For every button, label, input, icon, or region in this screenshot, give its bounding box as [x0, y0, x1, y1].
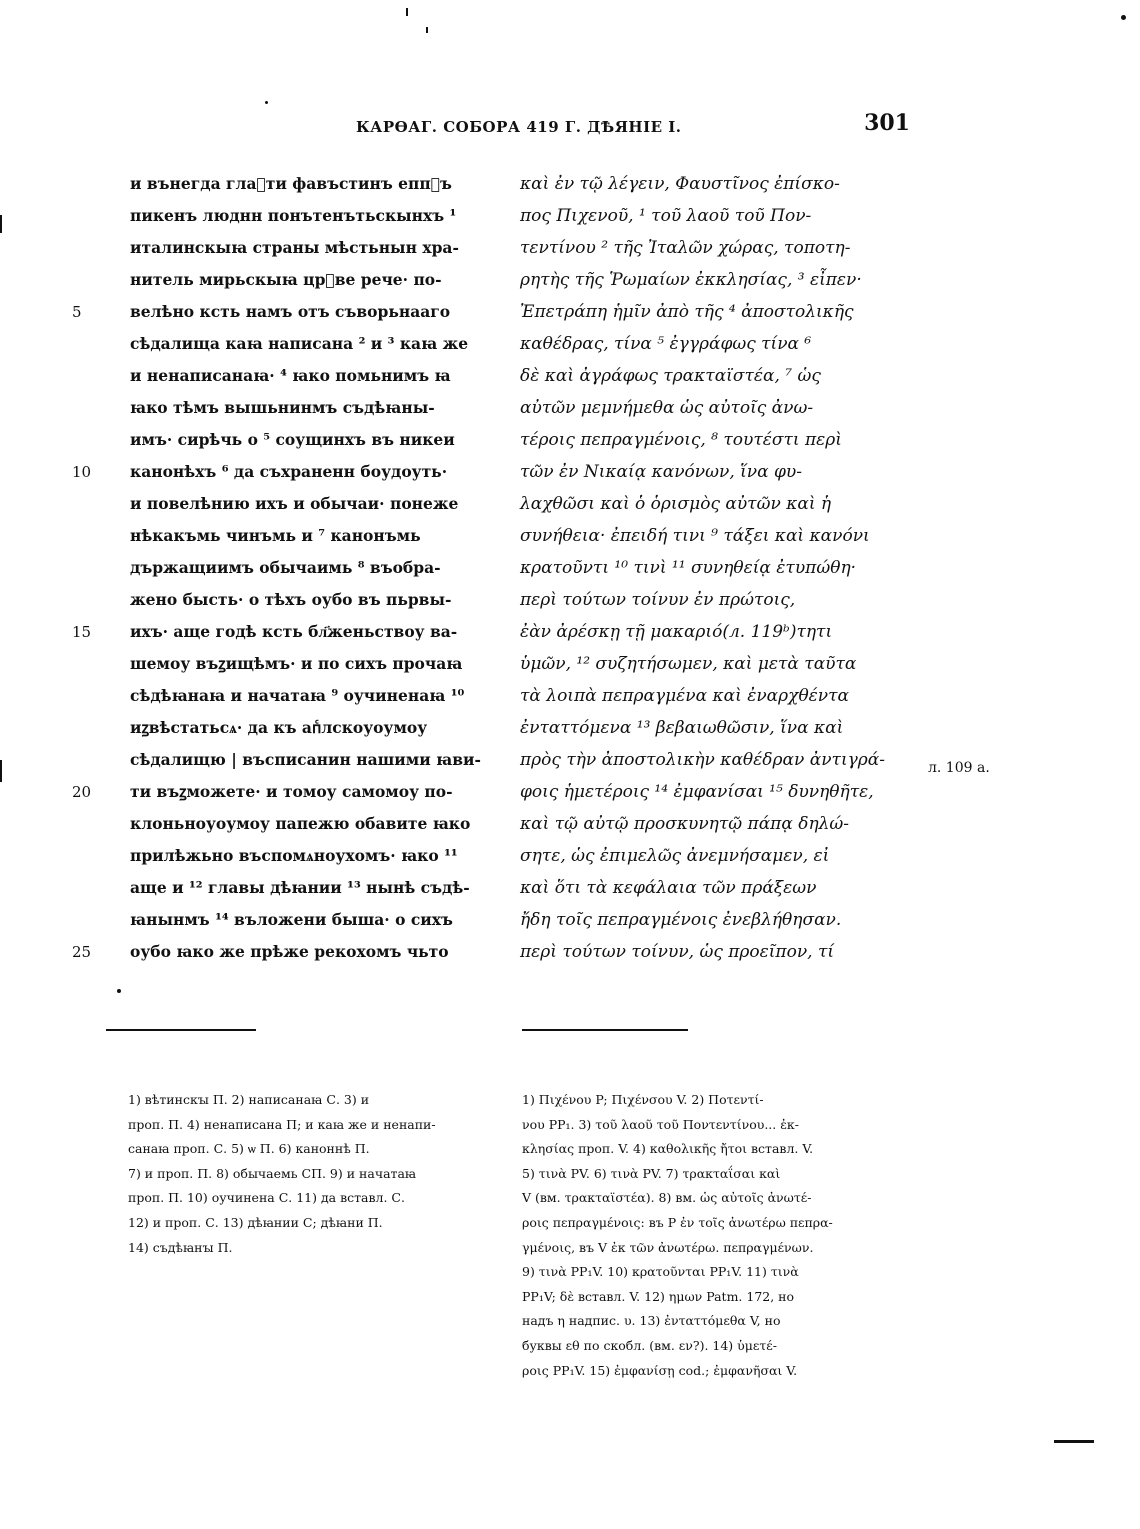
slavonic-line: [100, 552, 500, 584]
greek-line: κρατοῦντι ¹⁰ τινὶ ¹¹ συνηθείᾳ ἐτυπώθη·: [520, 558, 857, 578]
footnote-rule-left: [106, 1029, 256, 1031]
slavonic-text: иꙁвѣстатьсѧ· да къ апⷭлскоуоумоу: [130, 718, 428, 737]
margin-folio-reference: л. 109 а.: [928, 760, 990, 776]
slavonic-text: ихъ· аще годѣ ксть бл҃женьствоу ва-: [130, 622, 458, 641]
slavonic-line: [100, 424, 500, 456]
footnote-line: 7) и проп. П. 8) обычаемь СП. 9) и начатаꙗ: [128, 1165, 417, 1181]
footnote-line: γμένοις, въ V ἐκ τῶν ἀνωτέρω. πεπραγμένων.: [522, 1239, 814, 1255]
footnote-line: κλησίας проп. V. 4) καθολικῆς ἤτοι вставл. V.: [522, 1141, 814, 1157]
slavonic-line: [100, 712, 500, 744]
slavonic-line: [100, 168, 500, 200]
greek-line: καθέδρας, τίνα ⁵ ἐγγράφως τίνα ⁶: [520, 334, 812, 354]
scan-edge-mark: [0, 215, 2, 233]
slavonic-line: [72, 776, 500, 808]
greek-line: τέροις πεπραγμένοις, ⁸ τουτέστι περὶ: [520, 430, 842, 450]
slavonic-line: [100, 328, 500, 360]
slavonic-text: държащиимъ обычаимь ⁸ въобра-: [130, 558, 441, 577]
line-number: 10: [72, 463, 92, 481]
greek-line: λαχθῶσι καὶ ὁ ὁρισμὸς αὐτῶν καὶ ἡ: [520, 494, 832, 514]
greek-line: πος Πιχενοῦ, ¹ τοῦ λαοῦ τοῦ Πον-: [520, 206, 812, 226]
scan-speck: [265, 101, 268, 104]
slavonic-text: нѣкакъмь чинъмь и ⁷ канонъмь: [130, 526, 421, 545]
slavonic-line: [72, 296, 500, 328]
footnote-line: 14) съдѣꙗнꙑ П.: [128, 1239, 233, 1255]
footnote-line: 1) Πιχένου P; Πιχένσου V. 2) Ποτεντί-: [522, 1092, 764, 1107]
slavonic-text: и вънегда глаⷭти фавъстинъ еппⷭъ: [130, 174, 452, 193]
footnote-line: PP₁V; δὲ вставл. V. 12) ημων Patm. 172, но: [522, 1288, 795, 1304]
greek-line: Ἐπετράπη ἡμῖν ἀπὸ τῆς ⁴ ἀποστολικῆς: [520, 302, 854, 322]
slavonic-text: имъ· сирѣчь о ⁵ соущинхъ въ никеи: [130, 430, 455, 449]
footnote-line: V (вм. τρακταϊστέα). 8) вм. ὡς αὐτοῖς ἀνωτέ-: [522, 1190, 812, 1206]
scan-dash-mark: [1054, 1440, 1094, 1443]
slavonic-text: клоньноуоумоу папежю обавите ꙗко: [130, 814, 471, 833]
slavonic-line: [100, 872, 500, 904]
slavonic-line: [100, 648, 500, 680]
slavonic-text: и повелѣнию ихъ и обычаи· понеже: [130, 494, 459, 513]
footnote-line: буквы εθ по скобл. (вм. εν?). 14) ὑμετέ-: [522, 1337, 777, 1353]
greek-line: τῶν ἐν Νικαίᾳ κανόνων, ἵνα φυ-: [520, 462, 802, 482]
slavonic-text: нитель мирьскыꙗ црⷦве рече· по-: [130, 270, 442, 289]
scan-edge-mark: [426, 27, 428, 33]
slavonic-text: оубо ꙗко же прѣже рекохомъ чьто: [130, 942, 449, 961]
slavonic-line: [100, 360, 500, 392]
scan-edge-mark: [0, 760, 2, 782]
slavonic-text: сѣдалищю | въсписанин нашими ꙗви-: [130, 750, 481, 769]
slavonic-text: ꙗко тѣмъ вышьнинмъ съдѣꙗны-: [130, 398, 435, 417]
footnote-line: 5) τινὰ PV. 6) τινὰ PV. 7) τρακταΐσαι καὶ: [522, 1165, 781, 1181]
footnote-line: ροις πεπραγμένοις: въ P ἐν τοῖς ἀνωτέρω πεπρα-: [522, 1214, 833, 1230]
line-number: 5: [72, 303, 82, 321]
page-number: 301: [864, 110, 910, 136]
footnote-rule-right: [522, 1029, 688, 1031]
greek-line: ὑμῶν, ¹² συζητήσωμεν, καὶ μετὰ ταῦτα: [520, 654, 857, 674]
slavonic-line: [100, 744, 500, 776]
greek-line: δὲ καὶ ἀγράφως τρακταϊστέα, ⁷ ὡς: [520, 366, 821, 386]
slavonic-line: [100, 520, 500, 552]
line-number: 15: [72, 623, 92, 641]
slavonic-text: прилѣжьно въспомѧноухомъ· ꙗко ¹¹: [130, 846, 458, 865]
footnote-line: 12) и проп. С. 13) дѣꙗнии С; дѣꙗни П.: [128, 1214, 383, 1230]
slavonic-line: [100, 232, 500, 264]
slavonic-text: пикенъ люднн понътенътьскынхъ ¹: [130, 206, 457, 225]
greek-line: συνήθεια· ἐπειδή τινι ⁹ τάξει καὶ κανόνι: [520, 526, 870, 546]
greek-line: καὶ ἐν τῷ λέγειν, Φαυστῖνος ἐπίσκο-: [520, 174, 840, 194]
footnote-line: проп. П. 10) оучинена С. 11) да вставл. С.: [128, 1190, 405, 1206]
slavonic-line: [100, 904, 500, 936]
slavonic-line: [100, 264, 500, 296]
scan-speck: [1121, 15, 1126, 20]
slavonic-text: велѣно ксть намъ отъ съворьнааго: [130, 302, 451, 321]
greek-column: [520, 168, 912, 968]
footnote-line: санаꙗ проп. С. 5) ѡ П. 6) каноннѣ П.: [128, 1141, 370, 1157]
scan-speck: [117, 989, 121, 993]
greek-line: καὶ τῷ αὐτῷ προσκυνητῷ πάπᾳ δηλώ-: [520, 814, 850, 834]
slavonic-text: шемоу въꙁищѣмъ· и по сихъ прочаꙗ: [130, 654, 463, 673]
footnotes-greek: [522, 1088, 914, 1383]
greek-line: φοις ἡμετέροις ¹⁴ ἐμφανίσαι ¹⁵ δυνηθῆτε,: [520, 782, 874, 802]
running-head: КАРѲАГ. СОБОРА 419 Г. ДѢЯНІЕ I.: [356, 118, 682, 136]
slavonic-text: ти въꙁможете· и томоу самомоу по-: [130, 782, 453, 801]
slavonic-text: сѣдалища каꙗ написана ² и ³ каꙗ же: [130, 334, 469, 353]
greek-line: ρητὴς τῆς Ῥωμαίων ἐκκλησίας, ³ εἶπεν·: [520, 270, 862, 290]
greek-line: πρὸς τὴν ἀποστολικὴν καθέδραν ἀντιγρά-: [520, 750, 885, 770]
greek-line: περὶ τούτων τοίνυν ἐν πρώτοις,: [520, 590, 796, 610]
footnote-line: проп. П. 4) ненаписана П; и каꙗ же и ненапи-: [128, 1116, 436, 1132]
slavonic-line: [100, 200, 500, 232]
slavonic-text: жено бысть· о тѣхъ оубо въ пьрвы-: [130, 590, 452, 609]
greek-line: τεντίνου ² τῆς Ἰταλῶν χώρας, τοποτη-: [520, 238, 851, 258]
footnote-line: ροις PP₁V. 15) ἐμφανίσῃ cod.; ἐμφανῆσαι V.: [522, 1362, 798, 1378]
slavonic-column: [72, 168, 500, 968]
slavonic-text: аще и ¹² главы дѣꙗнии ¹³ нынѣ съдѣ-: [130, 878, 470, 897]
slavonic-line: [72, 616, 500, 648]
slavonic-line: [100, 584, 500, 616]
footnotes-slavonic: [128, 1088, 498, 1260]
slavonic-text: и ненаписанаꙗ· ⁴ ꙗко помьнимъ ꙗ: [130, 366, 451, 385]
slavonic-line: [72, 936, 500, 968]
slavonic-line: [100, 808, 500, 840]
greek-line: ἐὰν ἀρέσκῃ τῇ μακαριό(л. 119ᵇ)τητι: [520, 622, 833, 642]
page-header: [120, 108, 920, 148]
slavonic-text: италинскыꙗ страны мѣстьнын хра-: [130, 238, 459, 257]
greek-line: περὶ τούτων τοίνυν, ὡς προεῖπον, τί: [520, 942, 835, 962]
slavonic-text: сѣдѣꙗнаꙗ и начатаꙗ ⁹ оучиненаꙗ ¹⁰: [130, 686, 465, 705]
line-number: 25: [72, 943, 92, 961]
slavonic-text: канонѣхъ ⁶ да съхраненн боудоуть·: [130, 462, 448, 481]
greek-line: τὰ λοιπὰ πεπραγμένα καὶ ἐναρχθέντα: [520, 686, 850, 706]
footnote-line: νου PP₁. 3) τοῦ λαοῦ τοῦ Ποντεντίνου... ἐκ-: [522, 1116, 799, 1132]
scan-edge-mark: [406, 8, 408, 16]
greek-line: καὶ ὅτι τὰ κεφάλαια τῶν πράξεων: [520, 878, 817, 898]
greek-line: σητε, ὡς ἐπιμελῶς ἀνεμνήσαμεν, εἰ: [520, 846, 830, 866]
slavonic-text: ꙗнынмъ ¹⁴ въложени быша· о сихъ: [130, 910, 453, 929]
slavonic-line: [100, 488, 500, 520]
greek-line: αὐτῶν μεμνήμεθα ὡς αὐτοῖς ἀνω-: [520, 398, 814, 418]
slavonic-line: [100, 840, 500, 872]
greek-line: ἐνταττόμενα ¹³ βεβαιωθῶσιν, ἵνα καὶ: [520, 718, 844, 738]
line-number: 20: [72, 783, 92, 801]
greek-line: ἤδη τοῖς πεπραγμένοις ἐνεβλήθησαν.: [520, 910, 842, 930]
footnote-line: 1) вѣтинскꙑ П. 2) написанаꙗ С. 3) и: [128, 1092, 370, 1107]
slavonic-line: [72, 456, 500, 488]
slavonic-line: [100, 680, 500, 712]
slavonic-line: [100, 392, 500, 424]
footnote-line: 9) τινὰ PP₁V. 10) κρατοῦνται PP₁V. 11) τινὰ: [522, 1264, 799, 1280]
footnote-line: надъ η надпис. υ. 13) ἐνταττόμεθα V, но: [522, 1313, 781, 1329]
